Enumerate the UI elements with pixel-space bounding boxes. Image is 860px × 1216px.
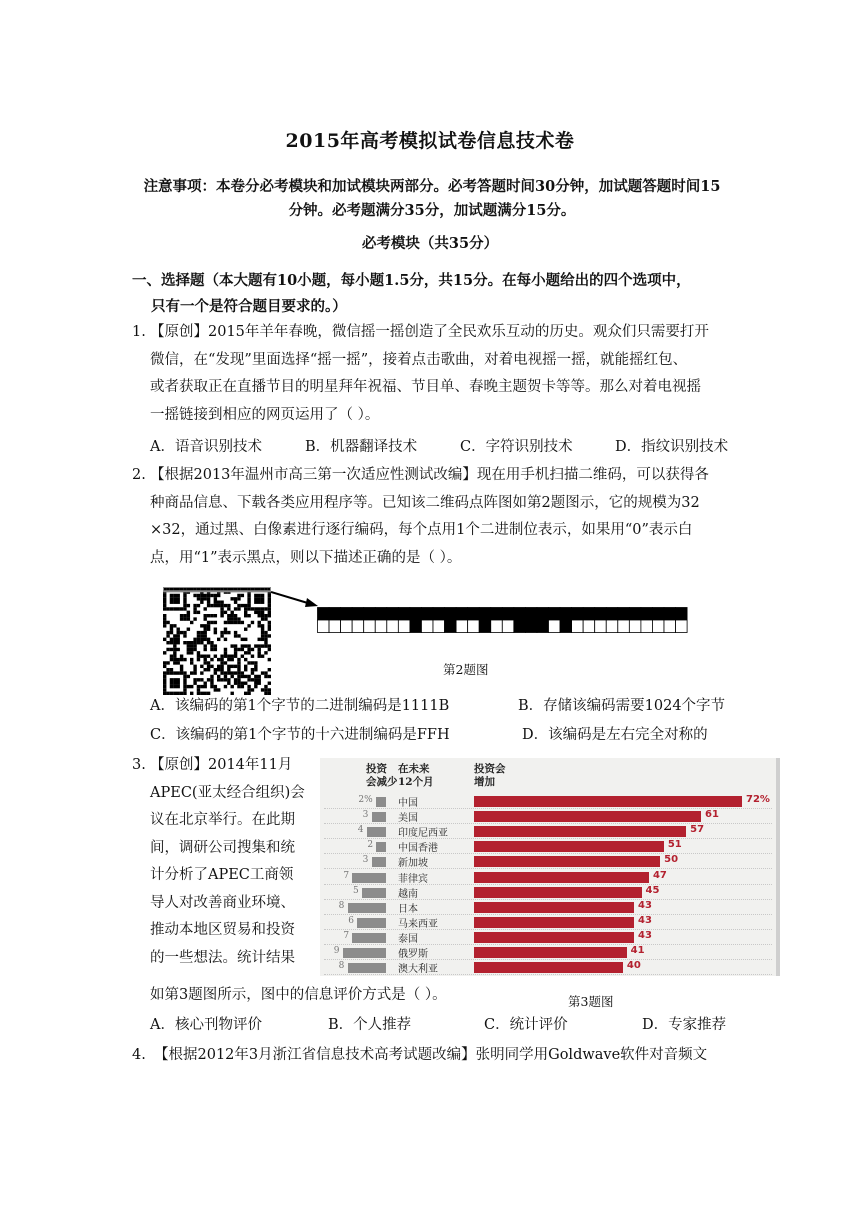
decrease-value: 4 bbox=[357, 825, 364, 836]
question-line: 的一些想法。统计结果 bbox=[150, 949, 295, 966]
bit-cell bbox=[549, 620, 561, 633]
increase-bar bbox=[474, 962, 623, 973]
chart-row bbox=[320, 885, 776, 900]
bit-cell bbox=[479, 608, 491, 621]
bit-cell bbox=[664, 620, 676, 633]
question-line: 【原创】2014年11月 bbox=[150, 757, 293, 773]
decrease-bar bbox=[352, 873, 386, 883]
bit-cell bbox=[364, 620, 376, 633]
question-line: 微信，在“发现”里面选择“摇一摇”，接着点击歌曲，对着电视摇一摇，就能摇红包、 bbox=[150, 351, 688, 368]
category-label: 越南 bbox=[398, 888, 418, 900]
bit-cell bbox=[433, 608, 445, 621]
bit-cell bbox=[641, 608, 653, 621]
question-line: 或者获取正在直播节目的明星拜年祝福、节目单、春晚主题贺卡等等。那么对着电视摇 bbox=[150, 379, 701, 395]
increase-bar bbox=[474, 856, 660, 867]
question-line: 计分析了APEC工商领 bbox=[150, 867, 294, 883]
bit-cell bbox=[652, 608, 664, 621]
decrease-bar bbox=[362, 888, 386, 898]
chart-row bbox=[320, 794, 776, 809]
bit-cell bbox=[375, 608, 387, 621]
increase-bar bbox=[474, 796, 742, 807]
question-number: 2. bbox=[132, 467, 146, 483]
page-title: 2015年高考模拟试卷信息技术卷 bbox=[285, 130, 575, 152]
bit-cell bbox=[468, 620, 480, 633]
increase-value: 43 bbox=[638, 914, 652, 926]
decrease-bar bbox=[367, 827, 386, 837]
increase-value: 72% bbox=[746, 794, 770, 805]
investment-chart bbox=[320, 758, 780, 976]
question-line: ×32，通过黑、白像素进行逐行编码，每个点用1个二进制位表示，如果用“0”表示白 bbox=[150, 522, 693, 538]
increase-bar bbox=[474, 811, 701, 822]
bit-cell bbox=[445, 608, 457, 621]
notice-line-1: 注意事项：本卷分必考模块和加试模块两部分。必考答题时间30分钟，加试题答题时间15 bbox=[143, 178, 721, 195]
option-a[interactable]: A．该编码的第1个字节的二进制编码是1111B bbox=[150, 698, 450, 714]
category-label: 菲律宾 bbox=[398, 873, 428, 885]
bit-cell bbox=[560, 620, 572, 633]
bit-cell bbox=[676, 608, 688, 621]
question-number: 3. bbox=[132, 757, 146, 773]
bit-cell bbox=[618, 620, 630, 633]
category-label: 中国香港 bbox=[398, 843, 438, 855]
bit-cell bbox=[410, 608, 422, 621]
category-label: 美国 bbox=[398, 813, 418, 825]
decrease-bar bbox=[348, 903, 386, 913]
part-line-2: 只有一个是符合题目要求的。） bbox=[151, 298, 347, 315]
question-1 bbox=[132, 319, 737, 429]
increase-bar bbox=[474, 841, 664, 852]
chart-row bbox=[320, 839, 776, 854]
bit-cell bbox=[456, 620, 468, 633]
bit-cell bbox=[445, 620, 457, 633]
bit-cell bbox=[387, 620, 399, 633]
bit-cell bbox=[433, 620, 445, 633]
decrease-bar bbox=[348, 963, 386, 973]
question-4 bbox=[132, 1042, 742, 1070]
decrease-bar bbox=[352, 933, 386, 943]
bit-cell bbox=[329, 608, 341, 621]
category-label: 日本 bbox=[398, 903, 418, 915]
bit-cell bbox=[525, 620, 537, 633]
question-line: 间，调研公司搜集和统 bbox=[150, 839, 295, 856]
row-divider bbox=[324, 974, 772, 975]
bit-cell bbox=[595, 608, 607, 621]
bit-cell bbox=[398, 620, 410, 633]
chart-row bbox=[320, 945, 776, 960]
chart-header-mid: 在未来 12个月 bbox=[398, 763, 434, 788]
bit-cell bbox=[421, 620, 433, 633]
bit-cell bbox=[318, 620, 330, 633]
increase-value: 43 bbox=[638, 899, 652, 911]
bit-cell bbox=[606, 608, 618, 621]
question-3-last-line: 如第3题图所示，图中的信息评价方式是（ ）。 bbox=[150, 987, 447, 1003]
category-label: 中国 bbox=[398, 798, 418, 809]
increase-value: 41 bbox=[630, 945, 645, 956]
question-3 bbox=[132, 752, 317, 972]
decrease-value: 9 bbox=[333, 946, 340, 956]
increase-bar bbox=[474, 887, 642, 898]
bit-cell bbox=[572, 608, 584, 621]
decrease-value: 8 bbox=[338, 961, 345, 972]
bit-cell bbox=[583, 620, 595, 633]
increase-bar bbox=[474, 826, 686, 837]
bit-cell bbox=[606, 620, 618, 633]
question-line: 【根据2012年3月浙江省信息技术高考试题改编】张明同学用Goldwave软件对音频文 bbox=[154, 1047, 708, 1063]
question-line: 点，用“1”表示黑点，则以下描述正确的是（ ）。 bbox=[150, 549, 462, 566]
decrease-value: 2 bbox=[367, 840, 374, 851]
bit-cell bbox=[502, 608, 514, 621]
bit-grid bbox=[317, 607, 689, 633]
question-1-options bbox=[150, 434, 740, 460]
chart-row bbox=[320, 915, 776, 930]
bit-cell bbox=[421, 608, 433, 621]
bit-cell bbox=[341, 620, 353, 633]
bit-cell bbox=[629, 620, 641, 633]
section-heading: 必考模块（共35分） bbox=[361, 235, 499, 252]
decrease-bar bbox=[376, 797, 386, 807]
question-line: 【原创】2015年羊年春晚，微信摇一摇创造了全民欢乐互动的历史。观众们只需要打开 bbox=[150, 324, 709, 340]
option-c[interactable]: C．统计评价 bbox=[484, 1017, 568, 1033]
bit-cell bbox=[537, 620, 549, 633]
decrease-value: 8 bbox=[338, 900, 345, 911]
chart-row bbox=[320, 930, 776, 945]
increase-value: 61 bbox=[705, 809, 719, 821]
decrease-value: 7 bbox=[343, 870, 350, 881]
notice-line-2: 分钟。必考题满分35分，加试题满分15分。 bbox=[288, 202, 576, 219]
bit-cell bbox=[387, 608, 399, 621]
bit-cell bbox=[572, 620, 584, 633]
option-d[interactable]: D．专家推荐 bbox=[642, 1017, 727, 1033]
category-label: 泰国 bbox=[398, 933, 418, 945]
bit-cell bbox=[352, 620, 364, 633]
bit-cell bbox=[456, 608, 468, 621]
bit-cell bbox=[352, 608, 364, 621]
bit-cell bbox=[641, 620, 653, 633]
category-label: 新加坡 bbox=[398, 858, 428, 870]
question-line: APEC(亚太经合组织)会 bbox=[150, 784, 305, 801]
bit-cell bbox=[629, 608, 641, 621]
bit-cell bbox=[318, 608, 330, 621]
bit-cell bbox=[514, 608, 526, 621]
category-label: 马来西亚 bbox=[398, 918, 438, 930]
increase-bar bbox=[474, 932, 634, 943]
part-line-1: 一、选择题（本大题有10小题，每小题1.5分，共15分。在每小题给出的四个选项中， bbox=[132, 272, 691, 289]
chart-row bbox=[320, 960, 776, 975]
chart-row bbox=[320, 870, 776, 885]
increase-value: 45 bbox=[645, 884, 660, 896]
bit-cell bbox=[537, 608, 549, 621]
question-line: 一摇链接到相应的网页运用了（ ）。 bbox=[150, 406, 380, 423]
question-line: 推动本地区贸易和投资 bbox=[150, 922, 295, 938]
question-3-options bbox=[150, 1012, 740, 1038]
decrease-value: 3 bbox=[362, 855, 369, 866]
question-2-options-row-1 bbox=[150, 693, 740, 719]
question-line: 种商品信息、下载各类应用程序等。已知该二维码点阵图如第2题图示，它的规模为32 bbox=[150, 494, 700, 511]
bit-cell bbox=[618, 608, 630, 621]
option-c[interactable]: C．该编码的第1个字节的十六进制编码是FFH bbox=[150, 727, 450, 743]
increase-value: 50 bbox=[664, 854, 679, 866]
decrease-value: 3 bbox=[362, 810, 369, 821]
option-a[interactable]: A．语音识别技术 bbox=[150, 439, 262, 455]
increase-bar bbox=[474, 917, 634, 928]
bit-cell bbox=[375, 620, 387, 633]
increase-bar bbox=[474, 947, 627, 958]
decrease-bar bbox=[376, 842, 386, 852]
option-a[interactable]: A．核心刊物评价 bbox=[150, 1017, 262, 1033]
bit-cell bbox=[676, 620, 688, 633]
bit-cell bbox=[329, 620, 341, 633]
chart-row bbox=[320, 824, 776, 839]
question-line: 【根据2013年温州市高三第一次适应性测试改编】现在用手机扫描二维码，可以获得各 bbox=[150, 467, 709, 483]
question-line: 导人对改善商业环境、 bbox=[150, 894, 295, 911]
bit-cell bbox=[364, 608, 376, 621]
bit-cell bbox=[652, 620, 664, 633]
bit-cell bbox=[560, 608, 572, 621]
category-label: 印度尼西亚 bbox=[398, 828, 448, 840]
question-number: 4. bbox=[132, 1047, 146, 1063]
bit-cell bbox=[502, 620, 514, 633]
decrease-value: 5 bbox=[353, 885, 359, 896]
decrease-bar bbox=[357, 918, 386, 928]
chart-header-left: 投资 会减少 bbox=[366, 763, 398, 788]
increase-value: 40 bbox=[626, 960, 641, 972]
bit-cell bbox=[525, 608, 537, 621]
category-label: 澳大利亚 bbox=[398, 964, 438, 976]
figure-2-caption: 第2题图 bbox=[443, 662, 489, 677]
option-d[interactable]: D．该编码是左右完全对称的 bbox=[522, 727, 708, 743]
increase-value: 57 bbox=[690, 824, 705, 836]
decrease-value: 7 bbox=[343, 930, 350, 941]
category-label: 俄罗斯 bbox=[398, 949, 428, 960]
question-number: 1. bbox=[132, 324, 146, 340]
increase-bar bbox=[474, 902, 634, 913]
chart-header-right: 投资会 增加 bbox=[474, 763, 506, 788]
question-line: 议在北京举行。在此期 bbox=[150, 812, 295, 828]
decrease-bar bbox=[343, 948, 386, 958]
bit-cell bbox=[491, 620, 503, 633]
question-2 bbox=[132, 462, 737, 572]
question-2-options-row-2 bbox=[150, 722, 740, 748]
option-c[interactable]: C．字符识别技术 bbox=[460, 439, 573, 455]
bit-cell bbox=[398, 608, 410, 621]
chart-row bbox=[320, 809, 776, 824]
bit-cell bbox=[514, 620, 526, 633]
option-b[interactable]: B．存储该编码需要1024个字节 bbox=[518, 698, 726, 714]
option-b[interactable]: B．个人推荐 bbox=[328, 1017, 412, 1033]
bit-cell bbox=[491, 608, 503, 621]
qr-code-image bbox=[163, 587, 271, 695]
decrease-bar bbox=[372, 812, 386, 822]
bit-cell bbox=[583, 608, 595, 621]
increase-value: 43 bbox=[638, 929, 652, 941]
decrease-value: 2% bbox=[358, 795, 373, 805]
option-b[interactable]: B．机器翻译技术 bbox=[305, 439, 418, 455]
bit-cell bbox=[479, 620, 491, 633]
increase-bar bbox=[474, 872, 649, 883]
bit-cell bbox=[341, 608, 353, 621]
option-d[interactable]: D．指纹识别技术 bbox=[615, 439, 729, 455]
notice bbox=[132, 175, 732, 223]
bit-cell bbox=[595, 620, 607, 633]
decrease-value: 6 bbox=[348, 915, 354, 926]
arrow-icon bbox=[271, 590, 319, 610]
part-heading bbox=[132, 268, 732, 320]
increase-value: 47 bbox=[652, 869, 667, 881]
bit-cell bbox=[468, 608, 480, 621]
chart-row bbox=[320, 900, 776, 915]
chart-row bbox=[320, 854, 776, 869]
bit-cell bbox=[549, 608, 561, 621]
bit-cell bbox=[410, 620, 422, 633]
figure-3-caption: 第3题图 bbox=[568, 994, 614, 1009]
bit-cell bbox=[664, 608, 676, 621]
decrease-bar bbox=[372, 857, 386, 867]
increase-value: 51 bbox=[667, 839, 682, 851]
